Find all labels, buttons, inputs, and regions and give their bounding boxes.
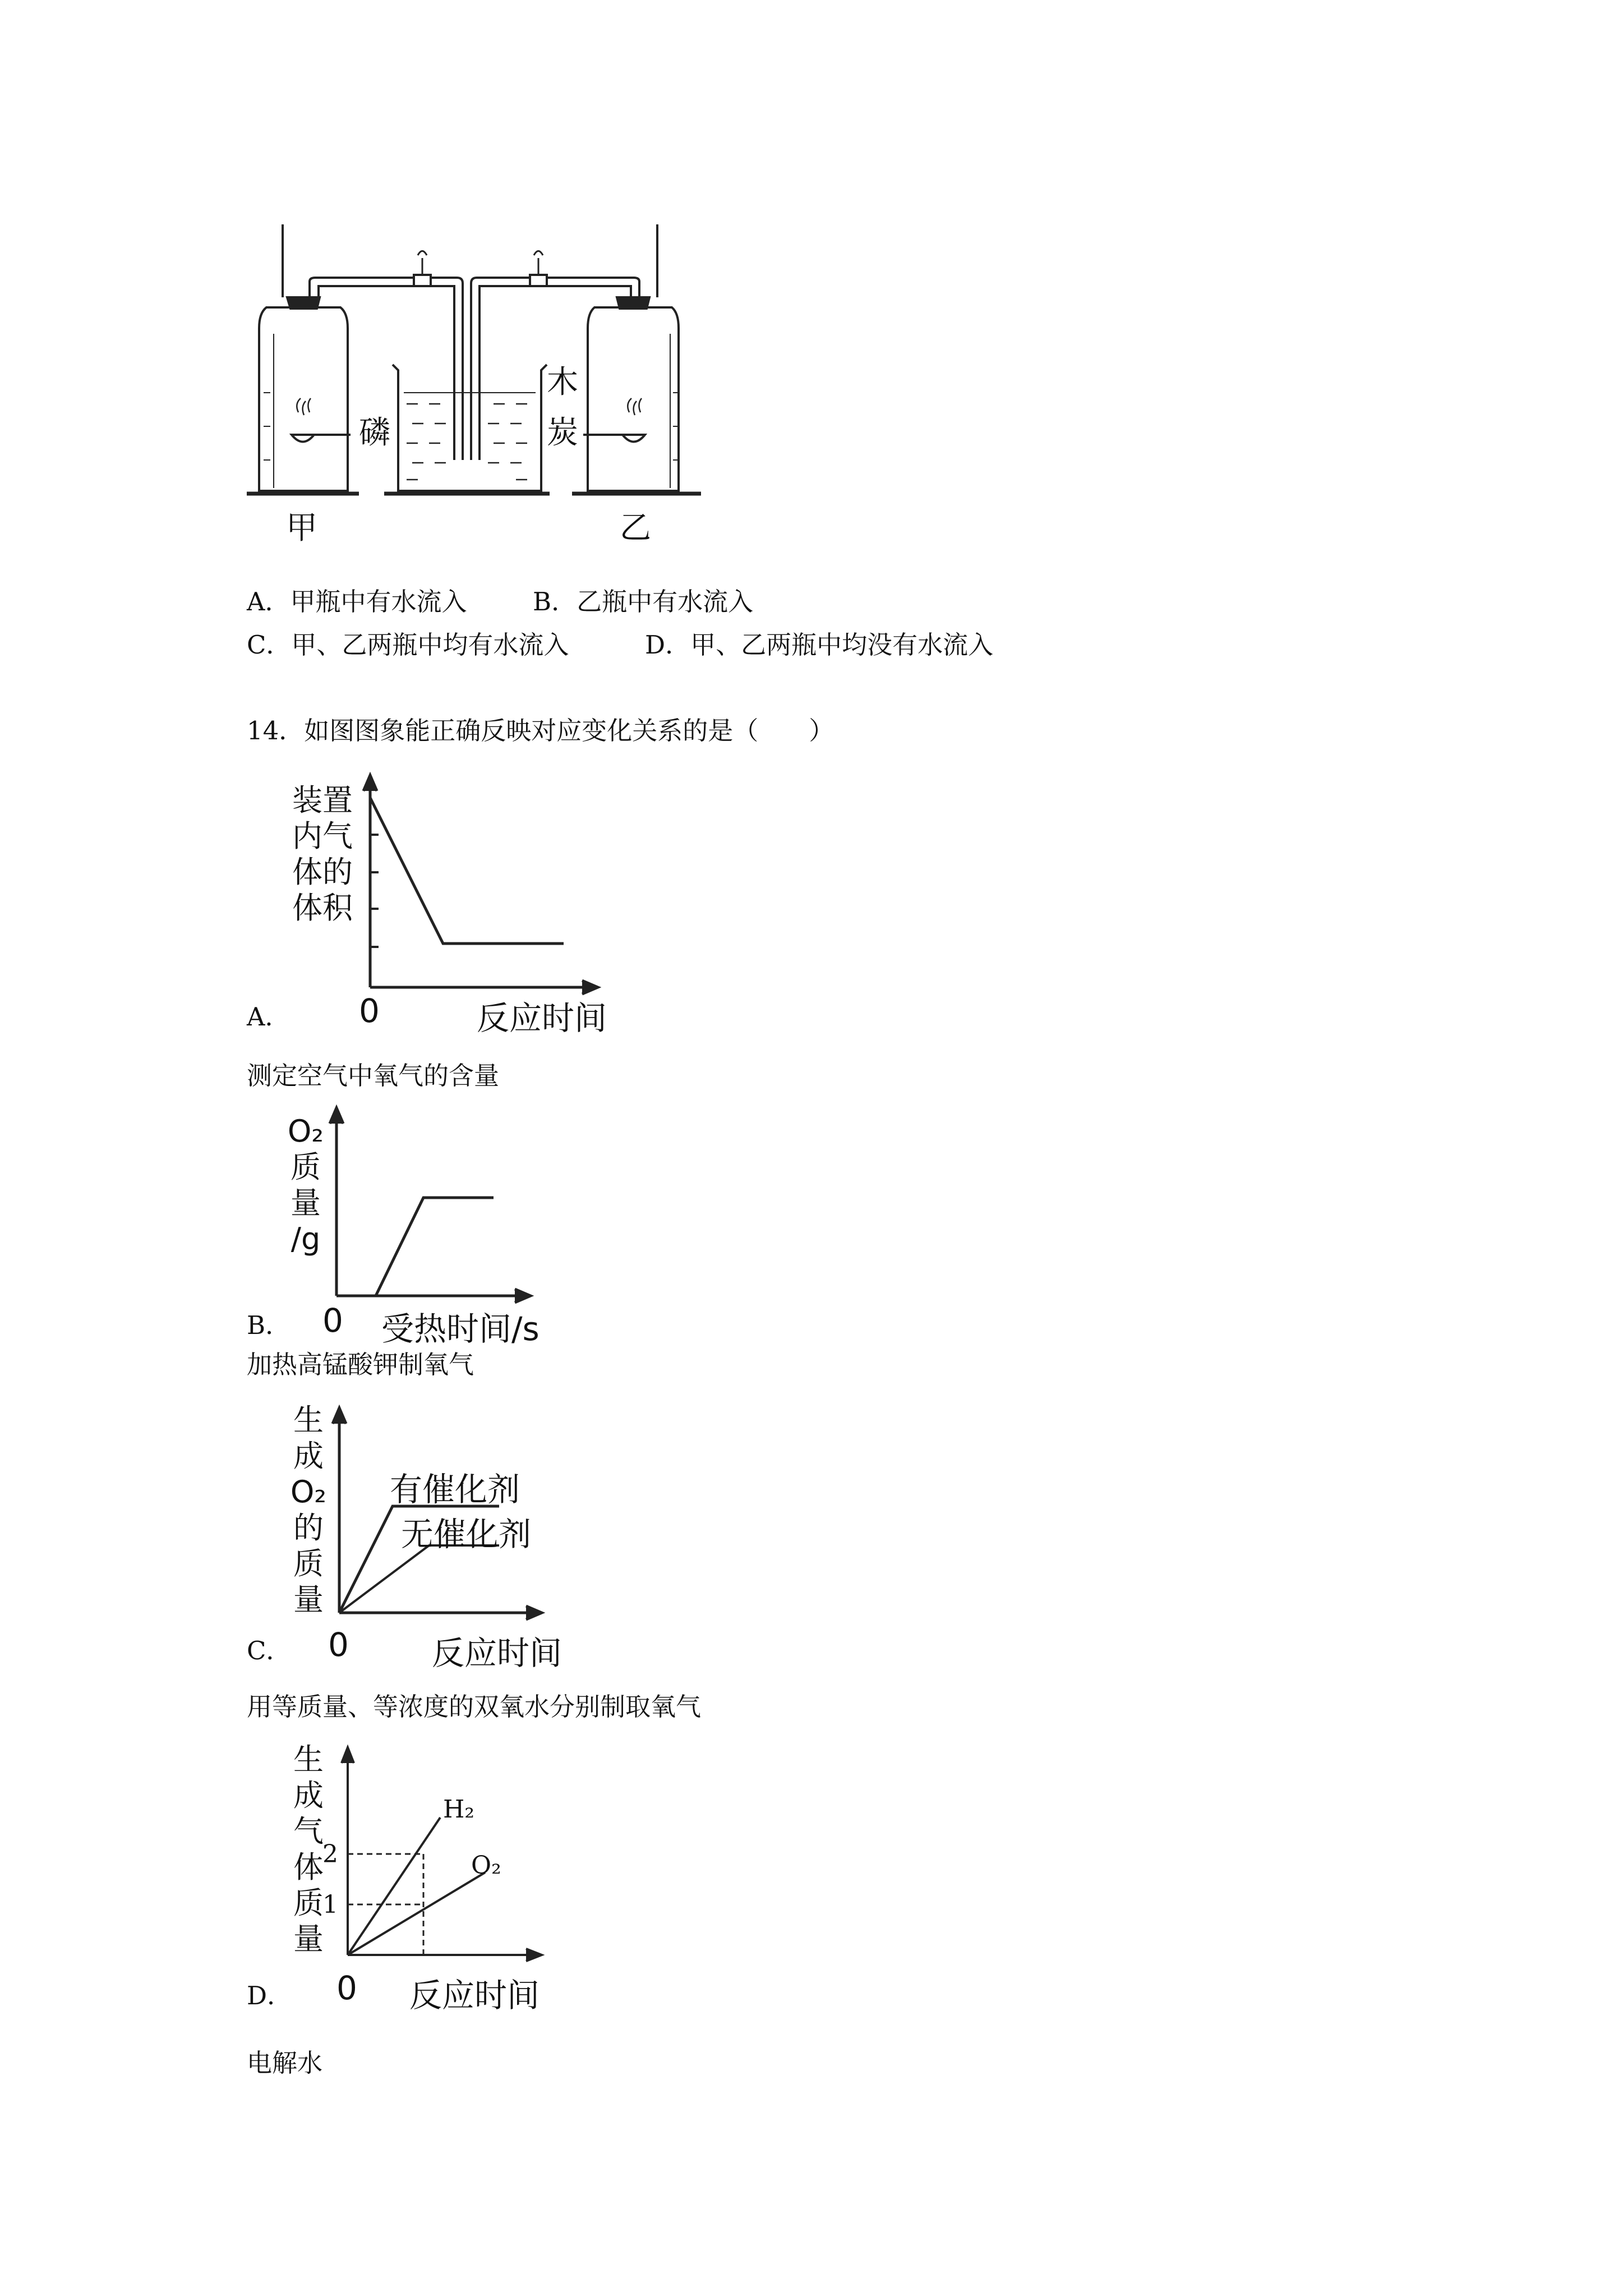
q13-option-a: A．甲瓶中有水流入 — [247, 587, 467, 616]
graph-d-o2-label: O₂ — [471, 1851, 501, 1880]
graph-b-line — [376, 1198, 494, 1296]
graph-c-line1-label: 有催化剂 — [390, 1470, 520, 1508]
graph-d-h2-label: H₂ — [443, 1795, 475, 1824]
graph-d — [314, 1742, 550, 1966]
graph-c-caption: 用等质量、等浓度的双氧水分别制取氧气 — [247, 1692, 702, 1722]
graph-a-ylabel: 装置 内气 体的 体积 — [292, 783, 353, 926]
label-phosphorus: 磷 — [359, 415, 390, 451]
graph-d-letter: D． — [247, 1981, 293, 2010]
graph-d-ylabel: 生 成 气 体 质 量 — [293, 1742, 324, 1957]
graph-c-letter: C． — [247, 1636, 292, 1665]
graph-a — [348, 769, 606, 1004]
label-charcoal-2: 炭 — [547, 415, 578, 451]
graph-b-caption: 加热高锰酸钾制氧气 — [247, 1350, 474, 1379]
graph-b-letter: B． — [247, 1310, 291, 1340]
apparatus-figure — [236, 213, 740, 561]
label-bottle-left: 甲 — [286, 510, 317, 546]
graph-a-caption: 测定空气中氧气的含量 — [247, 1061, 500, 1091]
graph-b-xlabel: 受热时间/s — [381, 1310, 540, 1348]
graph-b — [314, 1102, 538, 1310]
graph-b-origin: 0 — [322, 1301, 343, 1340]
graph-d-line-o2 — [348, 1872, 485, 1955]
graph-c-line-no-catalyst — [339, 1545, 499, 1613]
label-bottle-right: 乙 — [620, 510, 651, 546]
q14-stem: 14．如图图象能正确反映对应变化关系的是（ ） — [247, 716, 834, 746]
graph-c-xlabel: 反应时间 — [432, 1634, 562, 1672]
graph-d-tick-lower: 1 — [322, 1890, 338, 1919]
q13-option-c: C．甲、乙两瓶中均有水流入 — [247, 630, 569, 660]
graph-d-origin: 0 — [336, 1969, 357, 2007]
graph-a-xlabel: 反应时间 — [477, 999, 607, 1037]
graph-d-caption: 电解水 — [247, 2048, 323, 2078]
graph-d-tick-upper: 2 — [322, 1840, 338, 1869]
graph-c-line2-label: 无催化剂 — [401, 1515, 532, 1553]
graph-a-line — [370, 798, 564, 944]
graph-c-ylabel: 生 成 O₂ 的 质 量 — [290, 1402, 327, 1617]
graph-d-xlabel: 反应时间 — [409, 1976, 540, 2014]
q13-option-d: D．甲、乙两瓶中均没有水流入 — [645, 630, 994, 660]
graph-d-line-h2 — [348, 1818, 440, 1955]
graph-a-origin: 0 — [359, 992, 380, 1030]
q13-option-b: B．乙瓶中有水流入 — [533, 587, 754, 616]
label-charcoal-1: 木 — [547, 364, 578, 401]
graph-a-letter: A． — [247, 1002, 291, 1032]
graph-b-ylabel: O₂ 质 量 /g — [287, 1114, 324, 1257]
graph-c-origin: 0 — [328, 1626, 349, 1664]
